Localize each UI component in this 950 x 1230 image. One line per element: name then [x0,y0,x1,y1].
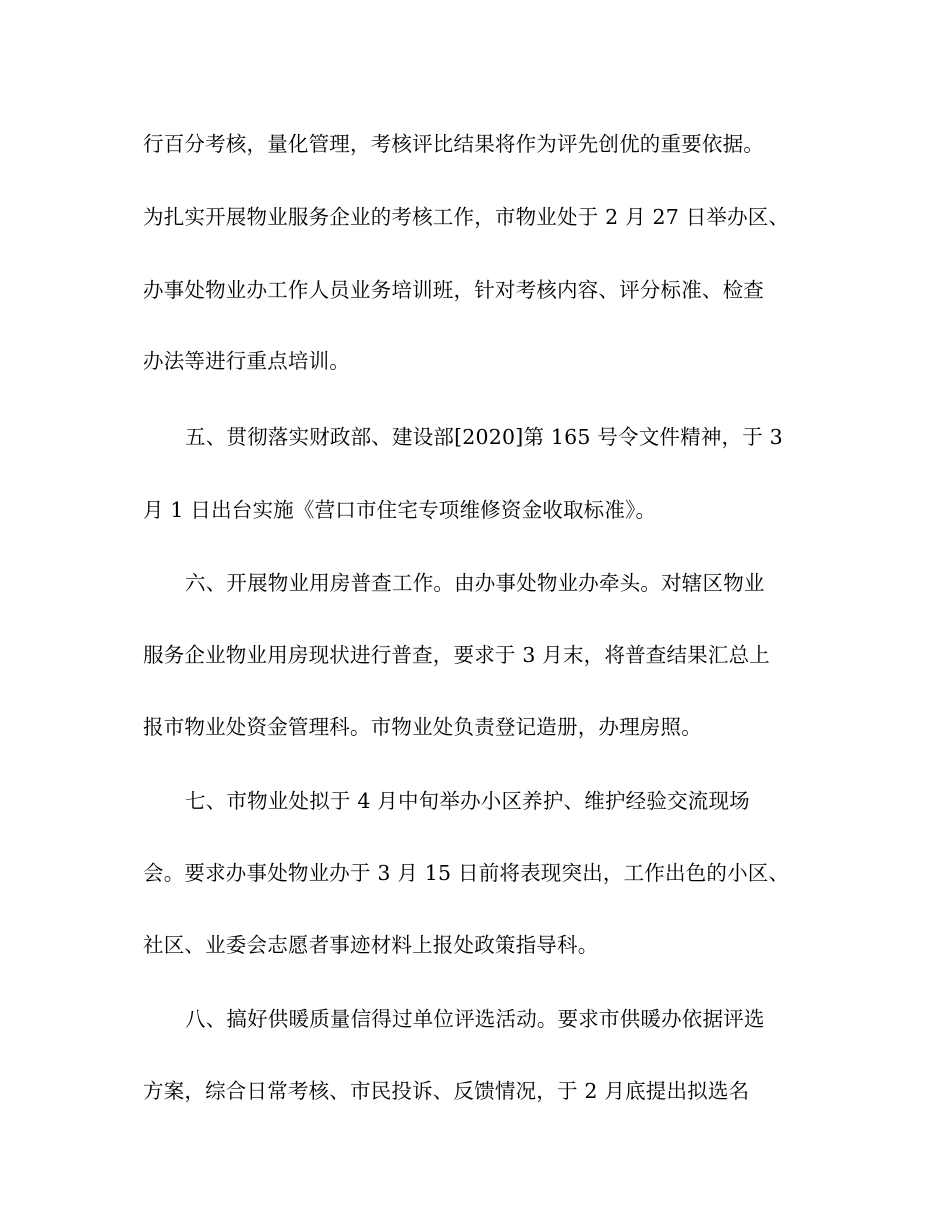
text-line: 服务企业物业用房现状进行普查，要求于 3 月末，将普查结果汇总上 [143,643,770,667]
text-line: 办法等进行重点培训。 [143,349,350,373]
text-line: 社区、业委会志愿者事迹材料上报处政策指导科。 [143,933,599,957]
text-line: 报市物业处资金管理科。市物业处负责登记造册，办理房照。 [143,715,702,739]
text-line: 为扎实开展物业服务企业的考核工作，市物业处于 2 月 27 日举办区、 [143,205,790,229]
text-line: 办事处物业办工作人员业务培训班，针对考核内容、评分标准、检查 [143,278,764,302]
paragraph-first-line: 六、开展物业用房普查工作。由办事处物业办牵头。对辖区物业 [185,571,765,595]
text-line: 会。要求办事处物业办于 3 月 15 日前将表现突出，工作出色的小区、 [143,861,790,885]
text-line: 月 1 日出台实施《营口市住宅专项维修资金收取标准》。 [143,498,657,522]
paragraph-first-line: 五、贯彻落实财政部、建设部[2020]第 165 号令文件精神，于 3 [185,425,783,449]
text-line: 行百分考核，量化管理，考核评比结果将作为评先创优的重要依据。 [143,132,764,156]
paragraph-first-line: 七、市物业处拟于 4 月中旬举办小区养护、维护经验交流现场 [185,789,750,813]
text-line: 方案，综合日常考核、市民投诉、反馈情况，于 2 月底提出拟选名 [143,1079,750,1103]
paragraph-first-line: 八、搞好供暖质量信得过单位评选活动。要求市供暖办依据评选 [185,1007,765,1031]
